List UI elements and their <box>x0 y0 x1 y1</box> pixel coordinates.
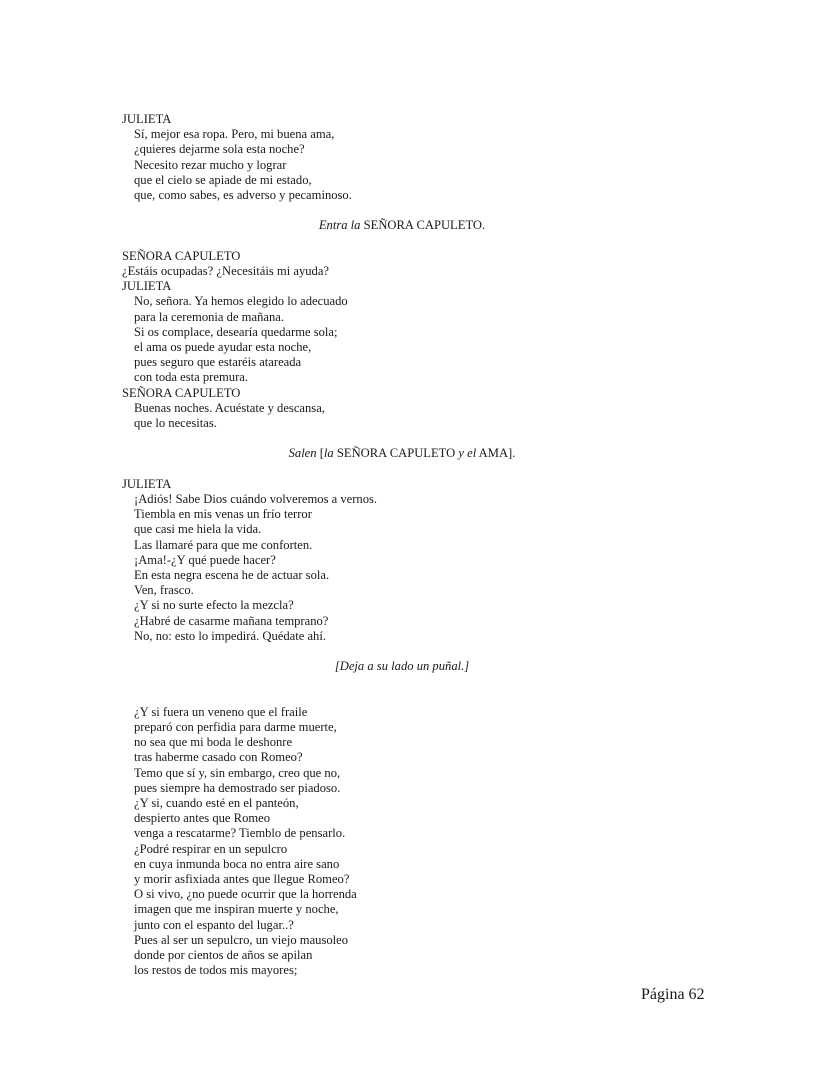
verse-line: ¿Y si no surte efecto la mezcla? <box>134 598 294 613</box>
verse-line: que lo necesitas. <box>134 416 217 431</box>
blank-line <box>122 674 682 689</box>
verse-line: Buenas noches. Acuéstate y descansa, <box>134 400 325 415</box>
stage-direction-segment: Salen <box>288 446 317 461</box>
speaker-line: SEÑORA CAPULETO <box>122 248 241 263</box>
verse-line: y morir asfixiada antes que llegue Romeo? <box>134 872 350 887</box>
verse-line: pues siempre ha demostrado ser piadoso. <box>134 780 341 795</box>
stage-direction-segment: SEÑORA CAPULETO <box>333 446 459 461</box>
verse-line: que, como sabes, es adverso y pecaminoso. <box>134 188 352 203</box>
blank-line <box>122 462 682 477</box>
verse-line: Tiembla en mis venas un frío terror <box>134 507 312 522</box>
verse-line: ¿Y si, cuando esté en el panteón, <box>134 796 299 811</box>
stage-direction-segment: SEÑORA CAPULETO. <box>360 218 486 233</box>
speaker-line: JULIETA <box>122 476 172 491</box>
verse-line: O si vivo, ¿no puede ocurrir que la horrenda <box>134 887 357 902</box>
verse-line: Ven, frasco. <box>134 583 194 598</box>
verse-line: pues seguro que estaréis atareada <box>134 355 302 370</box>
verse-line: Temo que sí y, sin embargo, creo que no, <box>134 765 341 780</box>
speaker-line: SEÑORA CAPULETO <box>122 385 241 400</box>
verse-line: ¿Y si fuera un veneno que el fraile <box>134 704 308 719</box>
verse-line: ¡Adiós! Sabe Dios cuándo volveremos a vernos. <box>134 492 378 507</box>
blank-line <box>122 690 682 705</box>
verse-line: ¿quieres dejarme sola esta noche? <box>134 142 305 157</box>
stage-direction-segment: [Deja a su lado un puñal.] <box>334 659 470 674</box>
verse-line: Sí, mejor esa ropa. Pero, mi buena ama, <box>134 127 335 142</box>
verse-line: tras haberme casado con Romeo? <box>134 750 303 765</box>
verse-line: preparó con perfidia para darme muerte, <box>134 720 337 735</box>
verse-line: No, señora. Ya hemos elegido lo adecuado <box>134 294 348 309</box>
verse-line: ¡Ama!-¿Y qué puede hacer? <box>134 552 276 567</box>
verse-line: no sea que mi boda le deshonre <box>134 735 293 750</box>
verse-line: donde por cientos de años se apilan <box>134 948 313 963</box>
verse-line: para la ceremonia de mañana. <box>134 309 284 324</box>
verse-line: ¿Habré de casarme mañana temprano? <box>134 613 329 628</box>
stage-direction-segment: AMA]. <box>476 446 516 461</box>
verse-line: venga a rescatarme? Tiemblo de pensarlo. <box>134 826 346 841</box>
stage-direction <box>122 218 682 233</box>
verse-line: Pues al ser un sepulcro, un viejo mausoleo <box>134 932 349 947</box>
verse-line: ¿Podré respirar en un sepulcro <box>134 841 288 856</box>
speaker-line: ¿Estáis ocupadas? ¿Necesitáis mi ayuda? <box>122 264 330 278</box>
verse-line: Necesito rezar mucho y lograr <box>134 157 287 172</box>
verse-line: el ama os puede ayudar esta noche, <box>134 340 312 355</box>
verse-line: No, no: esto lo impedirá. Quédate ahí. <box>134 628 327 643</box>
verse-line: con toda esta premura. <box>134 370 248 385</box>
blank-line <box>122 431 682 446</box>
blank-line <box>122 234 682 249</box>
verse-line: en cuya inmunda boca no entra aire sano <box>134 856 340 871</box>
stage-direction-segment: y el <box>458 446 477 461</box>
play-text <box>122 112 682 978</box>
verse-line: Las llamaré para que me conforten. <box>134 537 313 552</box>
verse-line: junto con el espanto del lugar..? <box>134 917 294 932</box>
blank-line <box>122 203 682 218</box>
stage-direction <box>122 446 682 461</box>
page-number: Página 62 <box>641 986 705 1003</box>
blank-line <box>122 644 682 659</box>
stage-direction-segment: [ <box>316 446 324 461</box>
verse-line: imagen que me inspiran muerte y noche, <box>134 902 339 917</box>
speaker-line: JULIETA <box>122 279 172 294</box>
verse-line: que casi me hiela la vida. <box>134 522 262 537</box>
stage-direction-segment: Entra la <box>318 218 361 233</box>
verse-line: despierto antes que Romeo <box>134 811 271 826</box>
stage-direction <box>122 659 682 674</box>
verse-line: Si os complace, desearía quedarme sola; <box>134 324 338 339</box>
verse-line: En esta negra escena he de actuar sola. <box>134 568 330 583</box>
verse-line: los restos de todos mis mayores; <box>134 963 298 978</box>
stage-direction-segment: la <box>323 446 334 461</box>
verse-line: que el cielo se apiade de mi estado, <box>134 172 312 187</box>
speaker-line: JULIETA <box>122 112 172 126</box>
